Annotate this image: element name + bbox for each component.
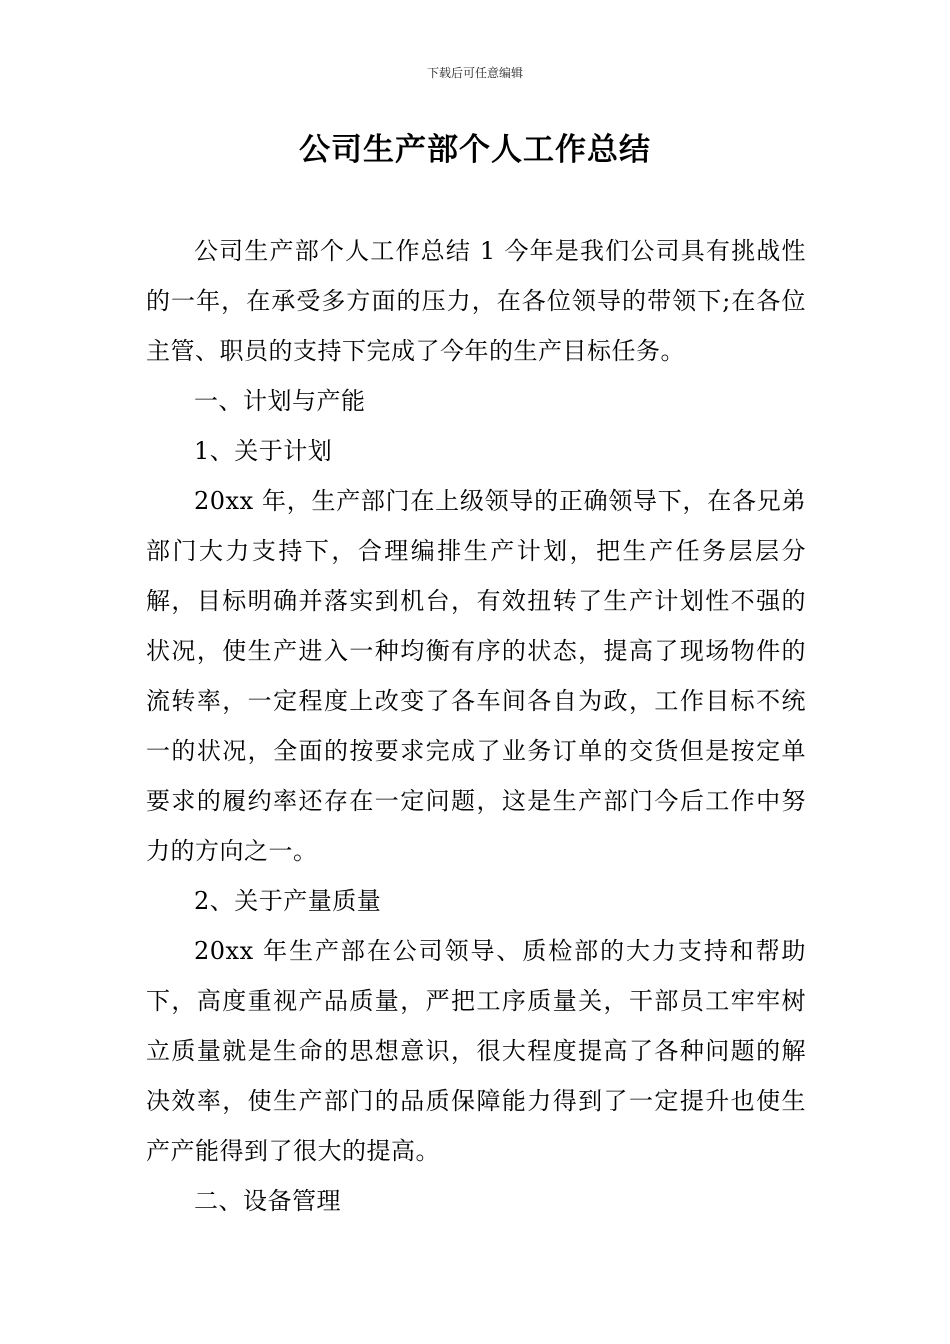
paragraph-plan: 20xx 年，生产部门在上级领导的正确领导下，在各兄弟部门大力支持下，合理编排生产计划，把生产任务层层分解，目标明确并落实到机台，有效扭转了生产计划性不强的状况，使生产进入一种均衡有序的状态，提高了现场物件的流转率，一定程度上改变了各车间各自为政，工作目标不统一的状况，全面的按要求完成了业务订单的交货但是按定单要求的履约率还存在一定问题，这是生产部门今后工作中努力的方向之一。 [146,487,806,865]
page-header-note: 下载后可任意编辑 [426,66,523,80]
section-heading-equipment: 二、设备管理 [194,1187,341,1215]
paragraph-output-quality: 20xx 年生产部在公司领导、质检部的大力支持和帮助下，高度重视产品质量，严把工序质量关，干部员工牢牢树立质量就是生命的思想意识，很大程度提高了各种问题的解决效率，使生产部门的品质保障能力得到了一定提升也使生产产能得到了很大的提高。 [146,937,806,1165]
document-title: 公司生产部个人工作总结 [299,132,651,168]
subheading-output-quality: 2、关于产量质量 [194,887,382,915]
subheading-plan: 1、关于计划 [194,437,333,465]
document-body [146,226,806,1226]
paragraph-intro: 公司生产部个人工作总结 1 今年是我们公司具有挑战性的一年，在承受多方面的压力，在各位领导的带领下;在各位主管、职员的支持下完成了今年的生产目标任务。 [146,237,806,365]
section-heading-plan-capacity: 一、计划与产能 [194,387,366,415]
